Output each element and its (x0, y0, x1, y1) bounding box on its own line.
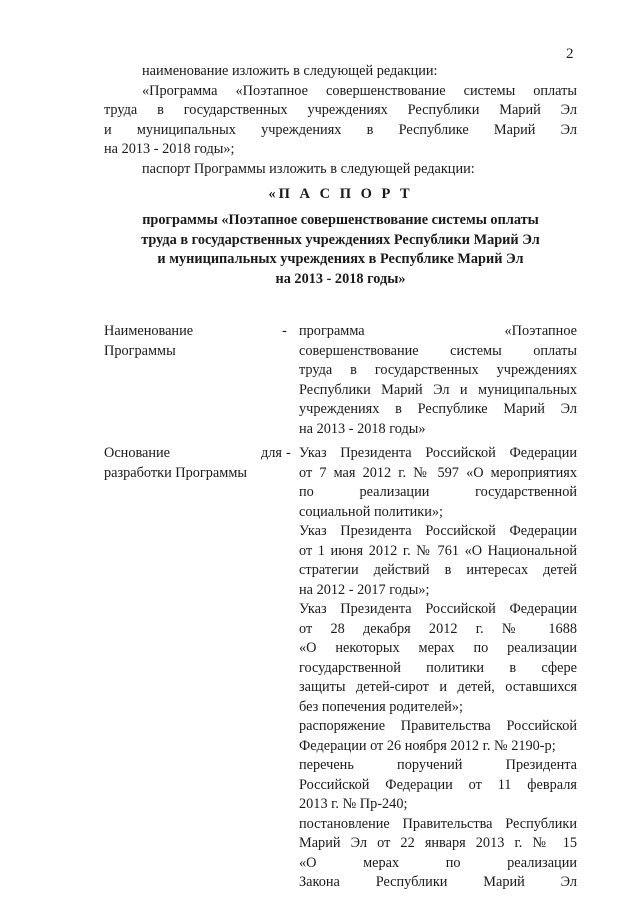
row-value-line: труда в государственных учреждениях (299, 362, 577, 378)
program-title-line: труда в государственных учреждениях Республики Марий Эл (141, 231, 540, 248)
row-value-line: Марий Эл от 22 января 2013 г. № 15 (299, 835, 577, 851)
row-value-line: Федерации от 26 ноября 2012 г. № 2190-р; (299, 737, 556, 754)
row-label (104, 322, 264, 361)
row-value-line: Указ Президента Российской Федерации (299, 601, 577, 617)
quote-line: на 2013 - 2018 годы»; (104, 141, 235, 157)
row-value-line: постановление Правительства Республики (299, 815, 577, 832)
intro-text (104, 62, 577, 179)
program-title-line: программы «Поэтапное совершенствование системы оплаты (142, 212, 539, 228)
row-value-line: от 7 мая 2012 г. № 597 «О мероприятиях (299, 464, 577, 481)
row-value (299, 444, 577, 893)
program-title-line: на 2013 - 2018 годы» (275, 270, 406, 287)
program-title (104, 211, 577, 289)
row-value-line: по реализации государственной (299, 484, 577, 500)
row-label-line: разработки Программы (104, 464, 247, 481)
intro-line: наименование изложить в следующей редакции: (142, 63, 438, 79)
row-label-line: Наименование (104, 323, 194, 339)
quote-line: и муниципальных учреждениях в Республике Марий Эл (104, 121, 577, 138)
row-value-line: защиты детей-сирот и детей, оставшихся (299, 679, 577, 695)
row-value-line: Республики Марий Эл и муниципальных (299, 381, 577, 398)
row-value-line: на 2013 - 2018 годы» (299, 420, 426, 437)
row-value-line: Указ Президента Российской Федерации (299, 523, 577, 539)
row-value-line: «О некоторых мерах по реализации (299, 640, 577, 656)
row-dash: - (282, 323, 287, 339)
row-value-line: перечень поручений Президента (299, 757, 577, 773)
row-value-line: учреждениях в Республике Марий Эл (299, 401, 577, 417)
row-value-line: 2013 г. № Пр-240; (299, 796, 408, 812)
row-value-line: от 1 июня 2012 г. № 761 «О Национальной (299, 542, 577, 559)
row-value-line: государственной политики в сфере (299, 659, 577, 676)
row-value-line: без попечения родителей»; (299, 698, 463, 715)
row-value-line: распоряжение Правительства Российской (299, 718, 577, 734)
row-value-line: программа «Поэтапное (299, 323, 577, 339)
row-label-line: Основание для (104, 445, 282, 461)
row-value-line: от 28 декабря 2012 г. № 1688 (299, 620, 577, 637)
row-value (299, 322, 577, 439)
program-title-line: и муниципальных учреждениях в Республике Марий Эл (157, 251, 524, 267)
row-label (104, 444, 282, 483)
row-value-line: стратегии действий в интересах детей (299, 562, 577, 578)
row-value-line: Закона Республики Марий Эл (299, 874, 577, 890)
quote-line: «Программа «Поэтапное совершенствование системы оплаты (142, 82, 577, 99)
row-value-line: «О мерах по реализации (299, 854, 577, 871)
row-label-line: Программы (104, 342, 176, 359)
row-value-line: совершенствование системы оплаты (299, 342, 577, 359)
row-value-line: Российской Федерации от 11 февраля (299, 776, 577, 793)
page-number: 2 (566, 46, 574, 62)
row-value-line: на 2012 - 2017 годы»; (299, 581, 430, 598)
passport-heading: «П А С П О Р Т (268, 186, 413, 202)
row-dash: - (286, 445, 291, 461)
quote-line: труда в государственных учреждениях Республики Марий Эл (104, 102, 577, 118)
row-value-line: Указ Президента Российской Федерации (299, 445, 577, 461)
row-value-line: социальной политики»; (299, 503, 443, 520)
passport-intro-line: паспорт Программы изложить в следующей редакции: (142, 160, 475, 177)
